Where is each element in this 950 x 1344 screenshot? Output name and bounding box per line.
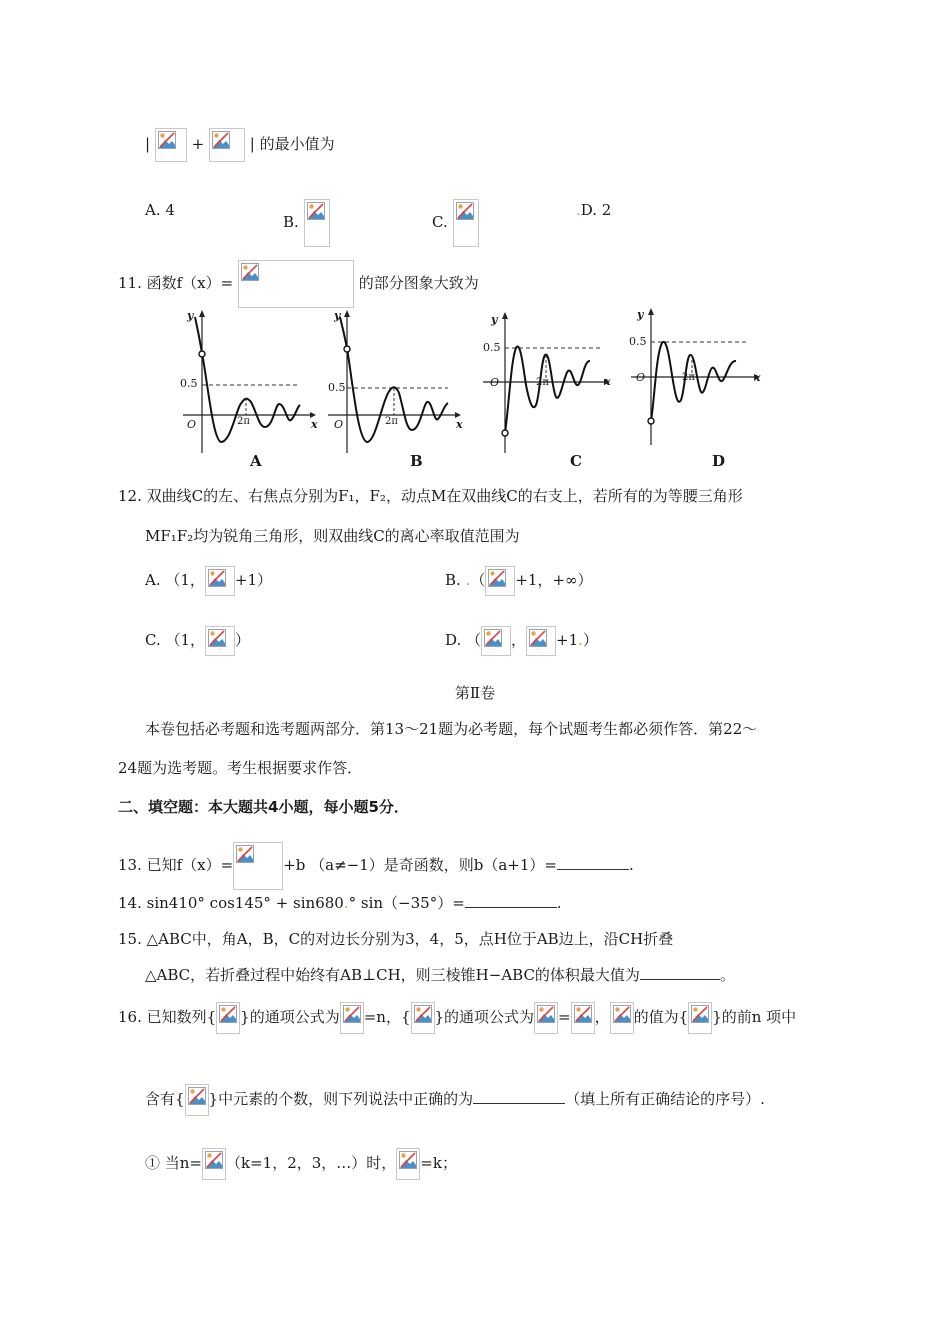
part2-intro-line2: 24题为选考题。考生根据要求作答． [118, 759, 363, 777]
q16-text: （k=1，2，3，…）时， [226, 1154, 397, 1172]
q15-end: 。 [719, 966, 735, 984]
origin-label: O [636, 371, 646, 384]
origin-label: O [187, 418, 197, 431]
graph-d-plot [626, 305, 766, 455]
option-text: +1，+∞） [515, 571, 593, 589]
graph-label: A [250, 452, 262, 470]
q15-text: △ABC，若折叠过程中始终有AB⊥CH，则三棱锥H−ABC的体积最大值为 [145, 966, 640, 984]
broken-image-icon [481, 626, 511, 656]
q16-text: （填上所有正确结论的序号）. [565, 1090, 765, 1108]
q12-line2: MF₁F₂均为锐角三角形，则双曲线C的离心率取值范围为 [145, 527, 520, 545]
q13-lead: 13. 已知f（x）= [118, 856, 234, 874]
x-label: x [456, 418, 463, 431]
graph-label: C [570, 452, 582, 470]
q11-lead: 11. 函数f（x）= [118, 274, 234, 292]
q16-text: ① 当n= [145, 1154, 202, 1172]
option-label: A. （1， [145, 571, 205, 589]
y-label: y [637, 308, 644, 321]
q10-option-d [576, 199, 611, 221]
q16-text: 16. 已知数列{ [118, 1008, 217, 1026]
graph-label: B [410, 452, 423, 470]
q15-line2 [145, 964, 735, 986]
option-label: C. （1， [145, 631, 206, 649]
q10-option-b [283, 199, 330, 247]
q10-stem [145, 128, 335, 162]
abs-bar: | [145, 135, 151, 153]
q12-option-a [145, 566, 272, 596]
broken-image-icon [205, 626, 235, 656]
q10-tail: | 的最小值为 [249, 135, 335, 153]
dot-mark: . [576, 201, 581, 219]
half-label: 0.5 [629, 335, 647, 348]
two-pi-label: 2π [682, 372, 695, 383]
option-label: B. [283, 213, 299, 231]
answer-blank[interactable] [557, 855, 629, 870]
x-label: x [604, 375, 611, 388]
graph-c [478, 305, 618, 470]
origin-label: O [490, 376, 500, 389]
option-label: D. 2 [580, 201, 612, 219]
broken-image-icon [209, 128, 245, 162]
part2-title: 第Ⅱ卷 [454, 684, 496, 702]
q16-text: ， [594, 1008, 610, 1026]
option-text: ） [582, 631, 598, 649]
part2-intro-line1: 本卷包括必考题和选考题两部分．第13～21题为必考题，每个试题考生都必须作答．第22～ [145, 720, 758, 738]
option-label: B. [445, 571, 461, 589]
q11-tail: 的部分图象大致为 [358, 274, 479, 292]
broken-image-icon [233, 842, 283, 890]
section-heading: 二、填空题：本大题共4小题，每小题5分． [118, 798, 409, 816]
broken-image-icon [202, 1148, 226, 1180]
half-label: 0.5 [328, 381, 346, 394]
graph-label: D [712, 452, 726, 470]
broken-image-icon [216, 1002, 240, 1034]
q16-text: }的通项公式为 [434, 1008, 535, 1026]
q16-line3 [145, 1148, 457, 1180]
q16-text: =k； [420, 1154, 457, 1172]
q10-option-a: A. 4 [145, 201, 175, 219]
q12-option-c [145, 626, 250, 656]
y-label: y [491, 313, 498, 326]
q14-mid: in680 [300, 894, 344, 912]
q16-text: 含有{ [145, 1090, 185, 1108]
q11-stem [118, 260, 479, 308]
two-pi-label: 2π [385, 416, 398, 427]
graph-b-plot [320, 305, 460, 455]
broken-image-icon [610, 1002, 634, 1034]
origin-label: O [334, 418, 344, 431]
broken-image-icon [396, 1148, 420, 1180]
q13-tail: +b （a≠−1）是奇函数，则b（a+1）= [283, 856, 557, 874]
q13-end: . [629, 856, 634, 874]
option-text: +1 [556, 631, 579, 649]
option-text: ， [511, 631, 527, 649]
q16-line1 [118, 1002, 796, 1034]
broken-image-icon [340, 1002, 364, 1034]
q12-option-b [445, 566, 593, 596]
graph-d [626, 305, 766, 470]
q16-text: = [558, 1008, 571, 1026]
answer-blank[interactable] [465, 893, 557, 908]
q12-line1: 12. 双曲线C的左、右焦点分别为F₁，F₂，动点M在双曲线C的右支上，若所有的为等腰三角形 [118, 487, 743, 505]
two-pi-label: 2π [237, 416, 250, 427]
broken-image-icon [453, 199, 479, 247]
broken-image-icon [688, 1002, 712, 1034]
q14-lead: 14. sin410° cos145° + s [118, 894, 301, 912]
q16-text: }的通项公式为 [240, 1008, 340, 1026]
q12-option-d [445, 626, 598, 656]
half-label: 0.5 [180, 377, 198, 390]
q14-tail: ° sin（−35°）= [348, 894, 465, 912]
option-text: +1） [234, 571, 273, 589]
option-text: ） [235, 631, 251, 649]
x-label: x [311, 418, 318, 431]
broken-image-icon [205, 566, 235, 596]
broken-image-icon [238, 260, 354, 308]
answer-blank[interactable] [640, 965, 720, 980]
q16-text: }中元素的个数，则下列说法中正确的为 [208, 1090, 474, 1108]
dot-mark: . [460, 571, 471, 589]
answer-blank[interactable] [473, 1089, 565, 1104]
q16-text: }的前n 项中 [712, 1008, 797, 1026]
q14-end: . [556, 894, 562, 912]
half-label: 0.5 [483, 341, 501, 354]
dot-mark: . [578, 631, 583, 649]
two-pi-label: 2π [536, 377, 549, 388]
q10-option-c [432, 199, 479, 247]
x-label: x [754, 371, 761, 384]
broken-image-icon [534, 1002, 558, 1034]
broken-image-icon [155, 128, 187, 162]
q14 [118, 892, 562, 914]
option-label: D. （ [445, 631, 482, 649]
graph-b [320, 305, 463, 470]
q16-text: 的值为{ [633, 1008, 689, 1026]
q16-line2 [145, 1084, 765, 1116]
broken-image-icon [411, 1002, 435, 1034]
graph-a [175, 305, 318, 470]
option-text: （ [470, 571, 486, 589]
y-label: y [187, 309, 194, 322]
q15-line1: 15. △ABC中，角A，B，C的对边长分别为3，4，5，点H位于AB边上，沿CH折叠 [118, 930, 674, 948]
broken-image-icon [485, 566, 515, 596]
broken-image-icon [304, 199, 330, 247]
broken-image-icon [571, 1002, 595, 1034]
plus-sign: + [191, 135, 205, 153]
y-label: y [334, 309, 341, 322]
curve [505, 346, 590, 433]
broken-image-icon [185, 1084, 209, 1116]
q13 [118, 842, 634, 890]
broken-image-icon [526, 626, 556, 656]
q16-text: =n，{ [363, 1008, 411, 1026]
dot-mark: . [343, 894, 349, 912]
option-label: C. [432, 213, 448, 231]
